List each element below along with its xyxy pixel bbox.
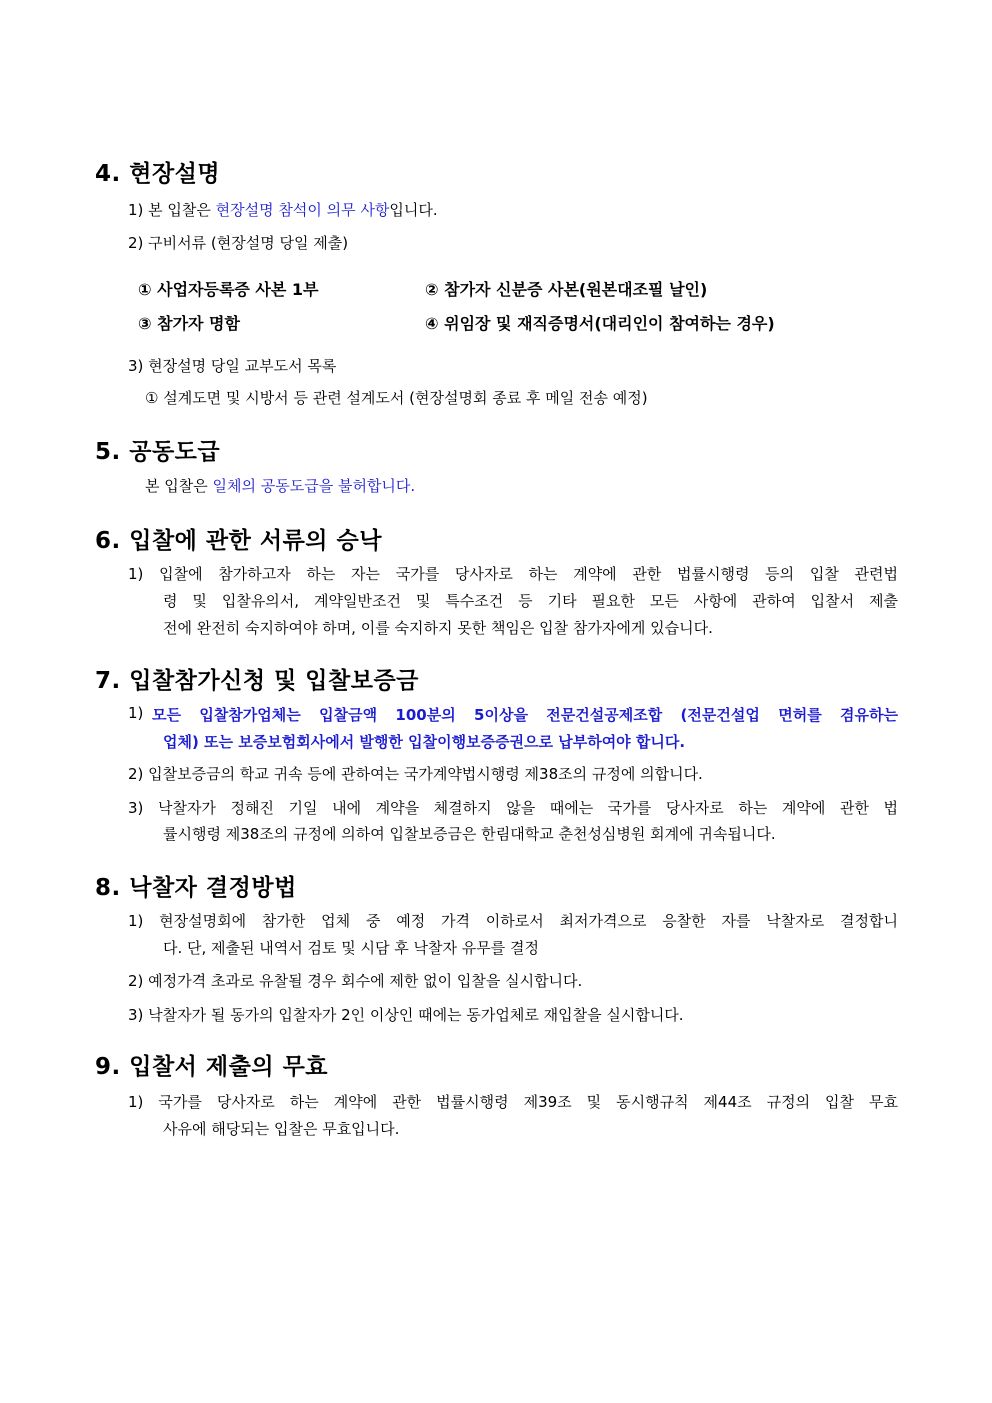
section-4-heading: 4. 현장설명 <box>95 161 221 187</box>
s7-item-3-line-1: 3) 낙찰자가 정해진 기일 내에 계약을 체결하지 않을 때에는 국가를 당사자로 하는 계약에 관한 법 <box>128 799 898 817</box>
section-5-heading: 5. 공동도급 <box>95 439 221 465</box>
s7-item-1-line-2: 업체) 또는 보증보험회사에서 발행한 입찰이행보증증권으로 납부하여야 합니다. <box>163 733 686 751</box>
section-7-heading: 7. 입찰참가신청 및 입찰보증금 <box>95 668 419 694</box>
s4-item-1-emphasis: 현장설명 참석이 의무 사항 <box>215 201 390 219</box>
s9-line-2: 사유에 해당되는 입찰은 무효입니다. <box>163 1120 400 1138</box>
s4-doc-3: ③ 참가자 명함 <box>138 314 240 333</box>
s7-item-1-line-1: 모든 입찰참가업체는 입찰금액 100분의 5이상을 전문건설공제조합 (전문건설업 면허를 겸유하는 <box>152 706 898 724</box>
s8-item-2: 2) 예정가격 초과로 유찰될 경우 회수에 제한 없이 입찰을 실시합니다. <box>128 972 583 990</box>
s5-text-pre: 본 입찰은 <box>145 477 213 495</box>
s8-item-1-line-1: 1) 현장설명회에 참가한 업체 중 예정 가격 이하로서 최저가격으로 응찰한 자를 낙찰자로 결정합니 <box>128 912 898 930</box>
s6-line-1: 1) 입찰에 참가하고자 하는 자는 국가를 당사자로 하는 계약에 관한 법률시행령 등의 입찰 관련법 <box>128 565 898 583</box>
s9-line-1: 1) 국가를 당사자로 하는 계약에 관한 법률시행령 제39조 및 동시행규칙 제44조 규정의 입찰 무효 <box>128 1093 898 1111</box>
s4-item-1-pre: 1) 본 입찰은 <box>128 201 216 219</box>
s4-item-3-sub: ① 설계도면 및 시방서 등 관련 설계도서 (현장설명회 종료 후 메일 전송 예정) <box>145 389 648 407</box>
s7-item-2: 2) 입찰보증금의 학교 귀속 등에 관하여는 국가계약법시행령 제38조의 규정에 의합니다. <box>128 765 703 783</box>
s4-doc-4: ④ 위임장 및 재직증명서(대리인이 참여하는 경우) <box>425 314 775 333</box>
s4-item-3: 3) 현장설명 당일 교부도서 목록 <box>128 357 337 375</box>
s7-item-1-number: 1) <box>128 704 144 722</box>
section-8-heading: 8. 낙찰자 결정방법 <box>95 875 297 901</box>
s4-item-1-post: 입니다. <box>389 201 438 219</box>
s5-text-emphasis: 일체의 공동도급을 불허합니다. <box>212 477 416 495</box>
s4-item-2: 2) 구비서류 (현장설명 당일 제출) <box>128 234 349 252</box>
s4-item-1 <box>128 199 438 220</box>
s8-item-1-line-2: 다. 단, 제출된 내역서 검토 및 시담 후 낙찰자 유무를 결정 <box>163 939 539 957</box>
s5-text <box>145 475 415 496</box>
s7-item-3-line-2: 률시행령 제38조의 규정에 의하여 입찰보증금은 한림대학교 춘천성심병원 회계에 귀속됩니다. <box>163 825 776 843</box>
section-9-heading: 9. 입찰서 제출의 무효 <box>95 1054 329 1080</box>
s4-doc-2: ② 참가자 신분증 사본(원본대조필 날인) <box>425 280 708 299</box>
s6-line-2: 령 및 입찰유의서, 계약일반조건 및 특수조건 등 기타 필요한 모든 사항에 관하여 입찰서 제출 <box>163 592 898 610</box>
s6-line-3: 전에 완전히 숙지하여야 하며, 이를 숙지하지 못한 책임은 입찰 참가자에게 있습니다. <box>163 619 713 637</box>
section-6-heading: 6. 입찰에 관한 서류의 승낙 <box>95 528 382 554</box>
s4-doc-1: ① 사업자등록증 사본 1부 <box>138 280 319 299</box>
s8-item-3: 3) 낙찰자가 될 동가의 입찰자가 2인 이상인 때에는 동가업체로 재입찰을 실시합니다. <box>128 1006 684 1024</box>
